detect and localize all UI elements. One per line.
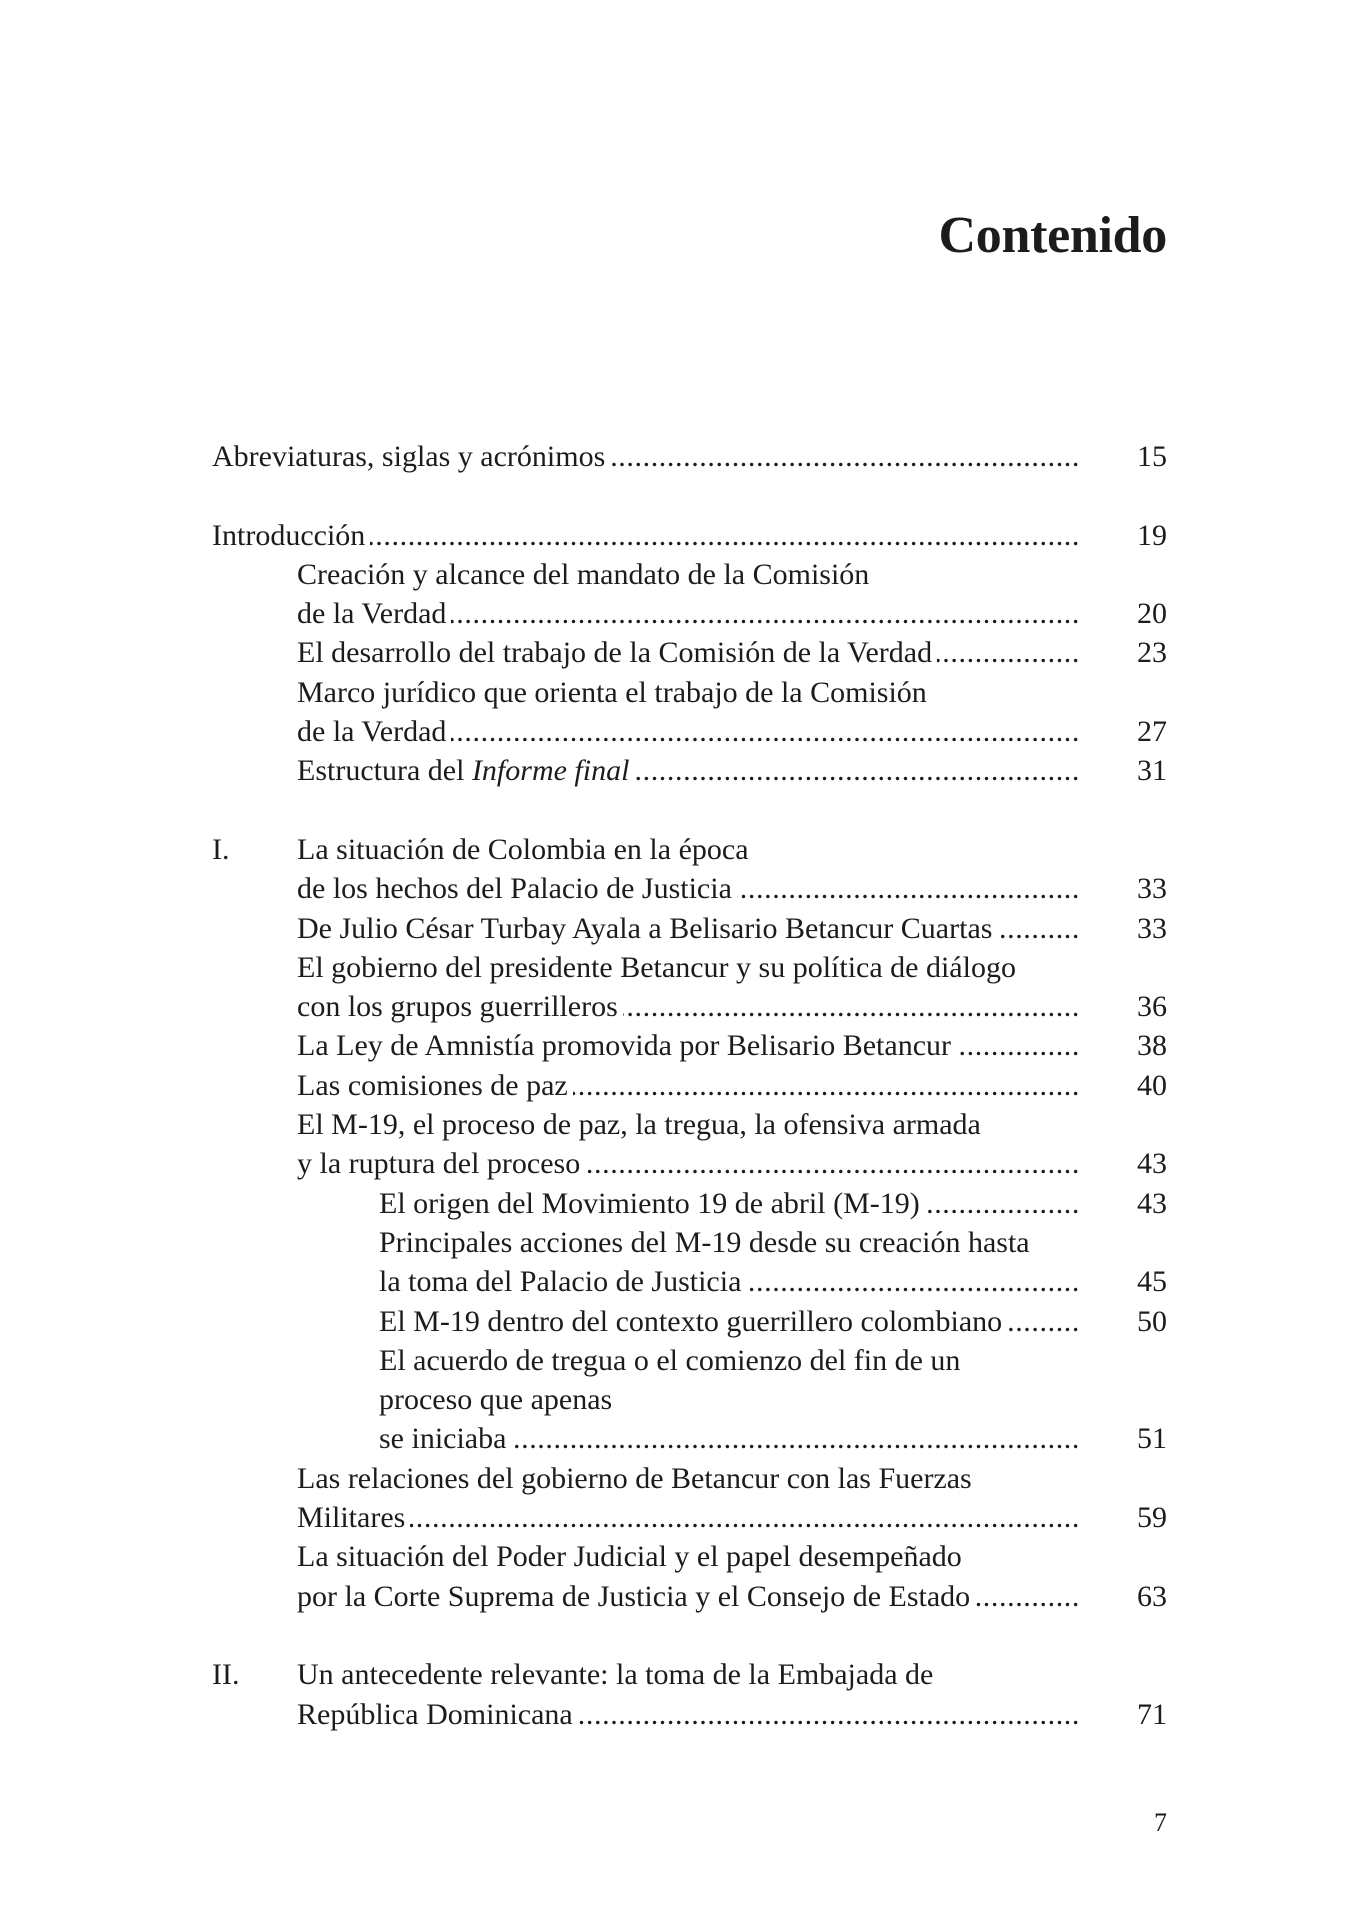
- toc-page-number: 43: [1137, 1186, 1167, 1220]
- toc-page-number: 31: [1137, 754, 1167, 788]
- toc-entry-title: El M-19 dentro del contexto guerrillero colombiano: [379, 1304, 1003, 1338]
- page-title: Contenido: [938, 207, 1167, 264]
- leader-dots: [370, 516, 1080, 555]
- toc-page-number: 15: [1137, 440, 1167, 473]
- toc-entry-title: El desarrollo del trabajo de la Comisión de la Verdad: [297, 636, 933, 670]
- toc-entry-line: La situación del Poder Judicial y el papel desempeñado: [297, 1540, 962, 1574]
- toc-subentry: [212, 1105, 1167, 1184]
- toc-entry-title-italic: Informe final: [471, 754, 630, 788]
- toc-page-number: 63: [1137, 1579, 1167, 1613]
- toc-entry-line: Principales acciones del M-19 desde su creación hasta: [379, 1225, 1030, 1259]
- toc-entry-line: El gobierno del presidente Betancur y su política de diálogo: [297, 950, 1016, 984]
- toc-entry-line: Creación y alcance del mandato de la Comisión: [297, 557, 870, 591]
- leader-dots: [746, 1262, 1080, 1301]
- table-of-contents: [212, 437, 1167, 1734]
- toc-entry-title: con los grupos guerrilleros: [297, 990, 618, 1024]
- toc-page-number: 38: [1137, 1029, 1167, 1063]
- toc-entry-line: [297, 909, 1167, 948]
- toc-entry-title: La situación de Colombia en la época: [297, 832, 749, 866]
- toc-entry-line: [379, 1302, 1167, 1341]
- toc-entry-title: [297, 751, 629, 790]
- toc-subentry: [212, 751, 1167, 790]
- toc-entry-line: [297, 1577, 1167, 1616]
- toc-entry-line: [297, 1066, 1167, 1105]
- toc-entry-title: de la Verdad: [297, 597, 447, 631]
- toc-entry-abbreviations: [212, 437, 1167, 476]
- toc-group-chapter-2: [212, 1655, 1167, 1734]
- leader-dots: [410, 1498, 1080, 1537]
- leader-dots: [578, 1695, 1080, 1734]
- toc-subentry: [212, 1066, 1167, 1105]
- toc-page-number: 33: [1137, 911, 1167, 945]
- toc-subsubentry: [212, 1223, 1167, 1302]
- toc-page-number: 23: [1137, 636, 1167, 670]
- toc-entry-line: [379, 1262, 1167, 1301]
- leader-dots: [956, 1026, 1080, 1065]
- toc-entry-line: El M-19, el proceso de paz, la tregua, la ofensiva armada: [297, 1108, 981, 1142]
- toc-entry-line: [297, 1026, 1167, 1065]
- toc-entry-title: Las comisiones de paz: [297, 1068, 568, 1102]
- toc-entry-title: República Dominicana: [297, 1697, 573, 1731]
- toc-subsubentry: [212, 1341, 1167, 1459]
- toc-subentry: [212, 555, 1167, 634]
- leader-dots: [451, 712, 1080, 751]
- toc-page-number: 19: [1137, 518, 1167, 552]
- toc-entry-title: El origen del Movimiento 19 de abril (M-19): [379, 1186, 920, 1220]
- leader-dots: [997, 909, 1080, 948]
- leader-dots: [610, 437, 1080, 476]
- toc-entry-title: La Ley de Amnistía promovida por Belisario Betancur: [297, 1029, 951, 1063]
- toc-entry-line: [297, 633, 1167, 672]
- toc-entry-title-text: Estructura del: [297, 754, 465, 788]
- toc-entry-line: [379, 1419, 1167, 1458]
- toc-entry-line: Marco jurídico que orienta el trabajo de la Comisión: [297, 675, 927, 709]
- leader-dots: [737, 869, 1080, 908]
- toc-entry-line: El acuerdo de tregua o el comienzo del fin de un: [379, 1343, 961, 1377]
- toc-subentry: [212, 673, 1167, 752]
- toc-entry-title: Abreviaturas, siglas y acrónimos: [212, 440, 606, 473]
- toc-page-number: 51: [1137, 1422, 1167, 1456]
- toc-chapter-entry: [212, 1655, 1167, 1734]
- toc-subentry: [212, 948, 1167, 1027]
- toc-entry-line: [297, 712, 1167, 751]
- leader-dots: [585, 1144, 1080, 1183]
- toc-entry-line: [212, 1655, 1167, 1694]
- toc-entry-line: [212, 516, 1167, 555]
- toc-page-number: 40: [1137, 1068, 1167, 1102]
- toc-entry-line: [297, 1498, 1167, 1537]
- leader-dots: [975, 1577, 1080, 1616]
- toc-group-front-matter: [212, 437, 1167, 476]
- toc-entry-title: por la Corte Suprema de Justicia y el Consejo de Estado: [297, 1579, 971, 1613]
- toc-page-number: 36: [1137, 990, 1167, 1024]
- toc-group-chapter-1: [212, 830, 1167, 1616]
- toc-subentry: [212, 1026, 1167, 1065]
- leader-dots: [573, 1066, 1080, 1105]
- leader-dots: [925, 1184, 1080, 1223]
- leader-dots: [451, 594, 1080, 633]
- toc-entry-title: de los hechos del Palacio de Justicia: [297, 872, 732, 906]
- toc-subentry: [212, 633, 1167, 672]
- toc-entry-line: [297, 987, 1167, 1026]
- toc-subentry: [212, 909, 1167, 948]
- toc-page-number: 50: [1137, 1304, 1167, 1338]
- chapter-numeral: II.: [212, 1658, 240, 1692]
- toc-entry-line: Las relaciones del gobierno de Betancur con las Fuerzas: [297, 1461, 972, 1495]
- leader-dots: [634, 751, 1080, 790]
- leader-dots: [623, 987, 1080, 1026]
- toc-subsubentry: [212, 1184, 1167, 1223]
- toc-subentry: [212, 1459, 1167, 1538]
- toc-entry-line: proceso que apenas: [379, 1383, 613, 1417]
- toc-group-introduction: [212, 516, 1167, 791]
- toc-subentry: [212, 1537, 1167, 1616]
- toc-entry-title: se iniciaba: [379, 1422, 507, 1456]
- toc-entry-title: la toma del Palacio de Justicia: [379, 1265, 742, 1299]
- toc-page-number: 71: [1137, 1697, 1167, 1731]
- toc-entry-line: [297, 1144, 1167, 1183]
- toc-entry-title: Un antecedente relevante: la toma de la Embajada de: [297, 1658, 934, 1692]
- toc-page-number: 20: [1137, 597, 1167, 631]
- toc-entry-title: Introducción: [212, 518, 366, 552]
- toc-entry-title: De Julio César Turbay Ayala a Belisario Betancur Cuartas: [297, 911, 993, 945]
- toc-entry-line: [297, 751, 1167, 790]
- leader-dots: [937, 633, 1080, 672]
- toc-entry-line: [212, 437, 1167, 476]
- toc-chapter-entry: [212, 830, 1167, 909]
- toc-page-number: 33: [1137, 872, 1167, 906]
- toc-subsubentry: [212, 1302, 1167, 1341]
- toc-page-number: 27: [1137, 715, 1167, 749]
- toc-entry-line: [212, 830, 1167, 869]
- toc-page-number: 43: [1137, 1147, 1167, 1181]
- toc-entry-title: y la ruptura del proceso: [297, 1147, 581, 1181]
- leader-dots: [1007, 1302, 1080, 1341]
- leader-dots: [511, 1419, 1080, 1458]
- toc-entry-introduction: [212, 516, 1167, 555]
- toc-entry-title: Militares: [297, 1501, 406, 1535]
- toc-entry-line: [379, 1184, 1167, 1223]
- toc-entry-title: de la Verdad: [297, 715, 447, 749]
- chapter-numeral: I.: [212, 832, 230, 866]
- toc-page-number: 45: [1137, 1265, 1167, 1299]
- page-number: 7: [1154, 1808, 1167, 1837]
- toc-entry-line: [297, 594, 1167, 633]
- toc-page-number: 59: [1137, 1501, 1167, 1535]
- toc-entry-line: [297, 1695, 1167, 1734]
- toc-entry-line: [297, 869, 1167, 908]
